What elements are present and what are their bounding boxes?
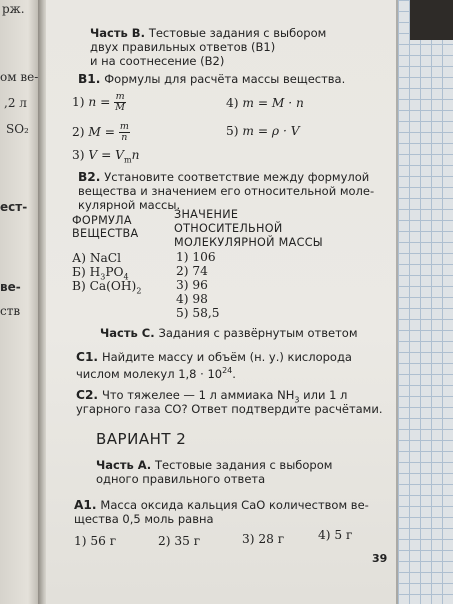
b2-value-1: 1) 106 [176,250,216,264]
b2-col1-header-line2: ВЕЩЕСТВА [72,227,139,240]
background-corner [410,0,453,40]
part-b-title-line3: и на соотнесение (В2) [90,54,225,68]
c2-label: С2. [76,388,99,402]
book-page [46,0,398,604]
left-fragment-1: рж. [2,2,25,16]
b2-question-line1: В2. Установите соответствие между формулой [78,170,370,184]
b2-value-2: 2) 74 [176,264,208,278]
b2-value-3: 3) 96 [176,278,208,292]
variant-title: ВАРИАНТ 2 [96,430,187,448]
b2-label: В2. [78,170,101,184]
part-c-title: Часть С. Задания с развёрнутым ответом [100,326,358,340]
a1-option-4: 4) 5 г [318,528,353,542]
b2-formula-a: А) NaCl [72,251,122,265]
a1-option-2: 2) 35 г [158,534,201,548]
part-a-title-line2: одного правильного ответа [96,472,266,486]
left-fragment-7: ств [0,304,21,318]
c1-line2: числом молекул $1,8 \cdot 10^{24}$. [76,366,236,381]
c2-line2: угарного газа CO? Ответ подтвердите расчётами. [76,402,383,416]
b2-col2-header-line2: ОТНОСИТЕЛЬНОЙ [174,222,283,235]
left-fragment-4: SO₂ [6,122,29,136]
b1-option-2: 2) M = $\frac{m}{n}$ [72,121,129,143]
b2-question-line2: вещества и значением его относительной моле- [78,184,375,198]
left-fragment-6: ве- [0,280,21,294]
b2-formula-b: Б) $H_3PO_4$ [72,265,129,282]
c1-label: С1. [76,350,99,364]
b1-option-5: 5) m = ρ · V [226,124,300,138]
b1-label: В1. [78,72,101,86]
c2-line1: С2. Что тяжелее — 1 л аммиака $NH_3$ или 1 л [76,388,348,405]
fraction: $\frac{m}{n}$ [119,121,129,143]
b2-formula-c: В) $Ca(OH)_2$ [72,279,142,296]
left-page-edge [0,0,40,604]
fraction: $\frac{m}{M}$ [115,91,125,113]
a1-label: А1. [74,498,97,512]
b1-question: В1. Формулы для расчёта массы вещества. [78,72,346,86]
a1-option-3: 3) 28 г [242,532,285,546]
part-a-title-line1: Часть А. Тестовые задания с выбором [96,458,333,472]
part-b-label: Часть В. [90,26,145,40]
part-b-title-line1: Часть В. Тестовые задания с выбором [90,26,327,40]
b2-value-4: 4) 98 [176,292,208,306]
part-c-label: Часть С. [100,326,155,340]
b1-option-1: 1) n = $\frac{m}{M}$ [72,91,125,113]
page-number: 39 [372,552,388,565]
left-fragment-3: ,2 л [4,96,27,110]
c1-line1: С1. Найдите массу и объём (н. у.) кислорода [76,350,352,364]
left-fragment-2: ом ве- [0,70,39,84]
left-fragment-5: ест- [0,200,28,214]
part-b-title-line2: двух правильных ответов (В1) [90,40,276,54]
part-a-label: Часть А. [96,458,152,472]
a1-line2: щества 0,5 моль равна [74,512,214,526]
b2-col1-header-line1: ФОРМУЛА [72,214,132,227]
b1-option-4: 4) m = M · n [226,96,304,110]
grid-notebook-page [398,0,453,604]
b2-question-line3: кулярной массы. [78,198,181,212]
a1-option-1: 1) 56 г [74,534,117,548]
b2-col2-header-line3: МОЛЕКУЛЯРНОЙ МАССЫ [174,236,323,249]
b1-option-3: 3) $V = V_mn$ [72,148,140,165]
a1-line1: А1. Масса оксида кальция CaO количеством ве- [74,498,369,512]
b2-col2-header-line1: ЗНАЧЕНИЕ [174,208,239,221]
b2-value-5: 5) 58,5 [176,306,220,320]
